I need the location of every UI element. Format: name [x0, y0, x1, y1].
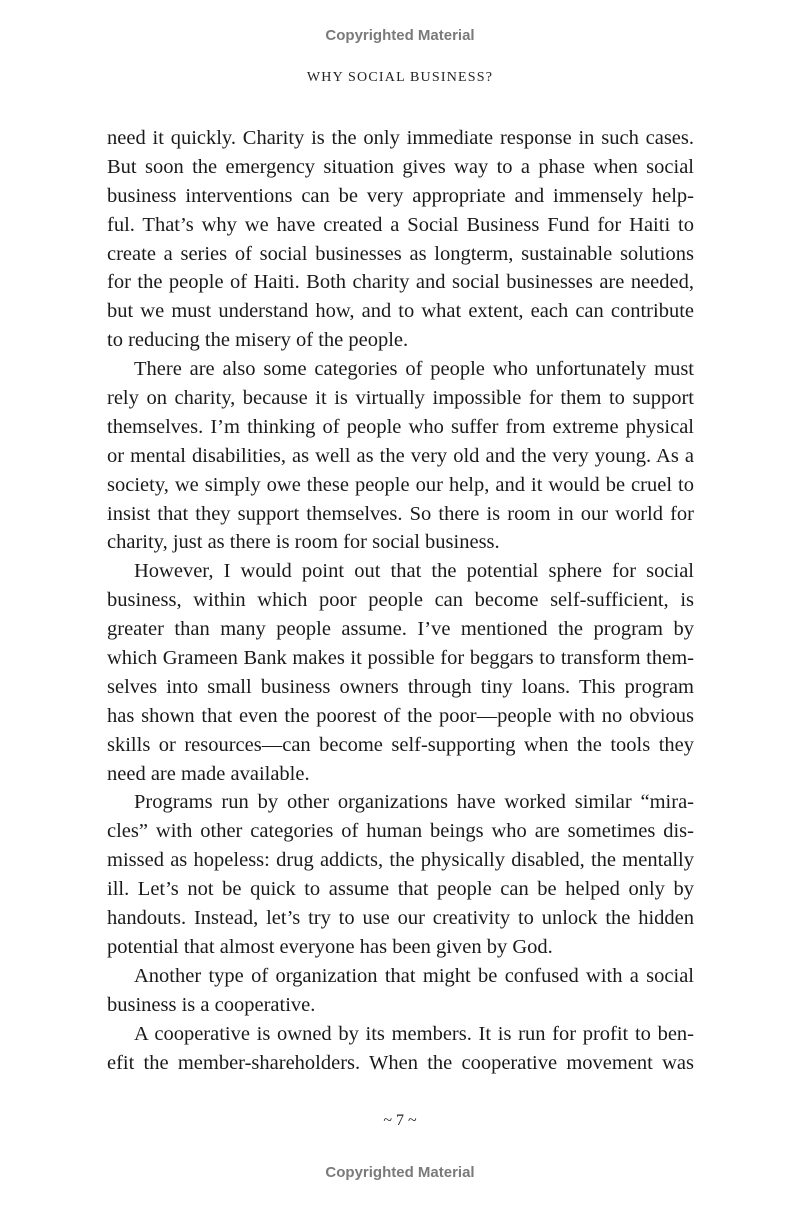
text-line: business, within which poor people can become self-sufficient, is: [107, 589, 694, 612]
text-line: skills or resources—can become self-supporting when the tools they: [107, 733, 694, 756]
paragraph: [107, 124, 694, 355]
paragraph: [107, 962, 694, 1020]
body-text: [107, 124, 694, 1077]
text-line: insist that they support themselves. So there is room in our world for: [107, 502, 694, 525]
running-head: WHY SOCIAL BUSINESS?: [306, 70, 494, 85]
text-line: But soon the emergency situation gives way to a phase when social: [107, 155, 694, 178]
text-line: need it quickly. Charity is the only immediate response in such cases.: [107, 127, 694, 149]
text-line: efit the member-shareholders. When the cooperative movement was: [107, 1051, 694, 1074]
text-line: handouts. Instead, let’s try to use our creativity to unlock the hidden: [107, 907, 694, 930]
paragraph: [107, 355, 694, 557]
text-line: greater than many people assume. I’ve mentioned the program by: [107, 618, 694, 641]
text-line: Another type of organization that might be confused with a social: [134, 964, 694, 987]
text-line: or mental disabilities, as well as the very old and the very young. As a: [107, 444, 694, 467]
text-line: rely on charity, because it is virtually impossible for them to support: [107, 387, 694, 410]
text-line: but we must understand how, and to what extent, each can contribute: [107, 300, 694, 323]
page-number: ~ 7 ~: [383, 1112, 417, 1129]
text-line: to reducing the misery of the people.: [107, 329, 409, 352]
text-line: cles” with other categories of human beings who are sometimes dis-: [107, 820, 694, 843]
text-line: create a series of social businesses as longterm, sustainable solutions: [107, 242, 694, 265]
text-line: potential that almost everyone has been given by God.: [107, 935, 553, 958]
text-line: society, we simply owe these people our help, and it would be cruel to: [107, 473, 694, 496]
text-line: ful. That’s why we have created a Social Business Fund for Haiti to: [107, 213, 694, 236]
text-line: selves into small business owners through tiny loans. This program: [107, 675, 694, 698]
text-line: for the people of Haiti. Both charity and social businesses are needed,: [107, 271, 694, 294]
copyright-watermark-bottom: Copyrighted Material: [325, 1164, 475, 1181]
copyright-watermark-top: Copyrighted Material: [325, 27, 475, 44]
text-line: need are made available.: [107, 762, 310, 785]
paragraph: [107, 557, 694, 788]
paragraph: [107, 788, 694, 961]
text-line: business interventions can be very appropriate and immensely help-: [107, 184, 694, 207]
text-line: There are also some categories of people who unfortunately must: [134, 358, 694, 381]
text-line: has shown that even the poorest of the poor—people with no obvious: [107, 704, 694, 727]
text-line: charity, just as there is room for social business.: [107, 531, 500, 554]
text-line: ill. Let’s not be quick to assume that people can be helped only by: [107, 878, 694, 901]
text-line: However, I would point out that the potential sphere for social: [134, 560, 694, 583]
text-line: A cooperative is owned by its members. It is run for profit to ben-: [134, 1022, 694, 1045]
text-line: business is a cooperative.: [107, 993, 316, 1016]
text-line: which Grameen Bank makes it possible for beggars to transform them-: [107, 647, 694, 670]
text-line: themselves. I’m thinking of people who suffer from extreme physical: [107, 415, 694, 438]
text-line: Programs run by other organizations have worked similar “mira-: [134, 791, 694, 814]
paragraph: [107, 1020, 694, 1078]
text-line: missed as hopeless: drug addicts, the physically disabled, the mentally: [107, 849, 694, 872]
